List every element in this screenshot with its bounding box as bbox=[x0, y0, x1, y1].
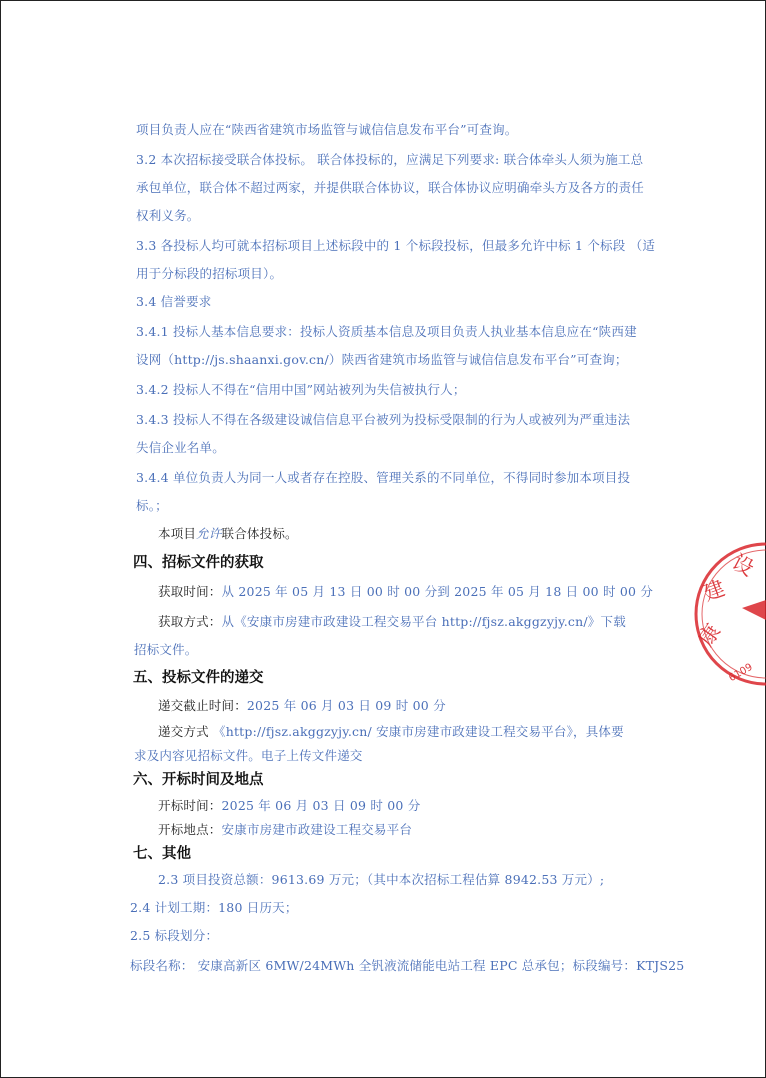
text-line: 项目负责人应在“陕西省建筑市场监管与诚信信息发布平台”可查询。 bbox=[136, 122, 518, 137]
acquisition-time-label: 获取时间： bbox=[158, 584, 222, 599]
text-line: 3.2 本次招标接受联合体投标。 联合体投标的，应满足下列要求: 联合体牵头人须为施工总 bbox=[136, 152, 644, 167]
opening-place-value: 安康市房建市政建设工程交易平台 bbox=[221, 822, 413, 837]
consortium-prefix: 本项目 bbox=[158, 526, 197, 541]
section-heading-5: 五、投标文件的递交 bbox=[133, 670, 264, 686]
acquisition-method-value: 从《安康市房建市政建设工程交易平台 http://fjsz.akggzyjy.cn/》下载 bbox=[221, 614, 626, 629]
section-heading-4: 四、招标文件的获取 bbox=[133, 555, 264, 571]
consortium-statement bbox=[158, 524, 298, 542]
seal-graphic bbox=[690, 538, 766, 690]
opening-time-label: 开标时间： bbox=[158, 798, 222, 813]
text-line: 用于分标段的招标项目）。 bbox=[136, 266, 283, 281]
official-seal bbox=[690, 538, 766, 690]
text-line: 失信企业名单。 bbox=[136, 440, 225, 455]
opening-place bbox=[158, 820, 412, 838]
submission-method bbox=[158, 722, 624, 740]
section-heading-7: 七、其他 bbox=[133, 846, 191, 862]
opening-place-label: 开标地点： bbox=[158, 822, 222, 837]
opening-time bbox=[158, 796, 420, 814]
section-name: 标段名称： 安康高新区 6MW/24MWh 全钒液流储能电站工程 EPC 总承包；标段编号：KTJS25 bbox=[130, 958, 685, 973]
acquisition-time-value: 从 2025 年 05 月 13 日 00 时 00 分到 2025 年 05 月 18 日 00 时 00 分 bbox=[221, 584, 654, 599]
text-line: 标。； bbox=[136, 498, 168, 513]
acquisition-time bbox=[158, 582, 653, 600]
submission-method-value: 《http://fjsz.akggzyjy.cn/ 安康市房建市政建设工程交易平台》，具体要 bbox=[213, 724, 624, 739]
text-line: 3.4.1 投标人基本信息要求：投标人资质基本信息及项目负责人执业基本信息应在“陕西建 bbox=[136, 324, 637, 339]
submission-deadline-label: 递交截止时间： bbox=[158, 698, 247, 713]
submission-deadline-value: 2025 年 06 月 03 日 09 时 00 分 bbox=[246, 698, 446, 713]
text-line: 3.4.4 单位负责人为同一人或者存在控股、管理关系的不同单位，不得同时参加本项目投 bbox=[136, 470, 631, 485]
seal-char: 设 bbox=[728, 549, 758, 581]
consortium-value: 允许 bbox=[196, 526, 222, 541]
seal-star bbox=[742, 600, 766, 620]
submission-method-label: 递交方式 bbox=[158, 724, 209, 739]
acquisition-method bbox=[158, 612, 626, 630]
text-line: 3.4.3 投标人不得在各级建设诚信信息平台被列为投标受限制的行为人或被列为严重违法 bbox=[136, 412, 631, 427]
text-line: 3.4 信誉要求 bbox=[136, 294, 212, 309]
text-line: 3.3 各投标人均可就本招标项目上述标段中的 1 个标段投标，但最多允许中标 1 个标段 （适 bbox=[136, 238, 656, 253]
seal-number: 6109 bbox=[727, 661, 755, 685]
acquisition-method-label: 获取方式： bbox=[158, 614, 222, 629]
planned-duration: 2.4 计划工期：180 日历天； bbox=[130, 900, 298, 915]
submission-deadline bbox=[158, 696, 446, 714]
seal-char: 康 bbox=[693, 619, 726, 651]
opening-time-value: 2025 年 06 月 03 日 09 时 00 分 bbox=[221, 798, 421, 813]
acquisition-method-cont: 招标文件。 bbox=[134, 642, 198, 657]
text-line: 3.4.2 投标人不得在“信用中国”网站被列为失信被执行人； bbox=[136, 382, 466, 397]
investment-total: 2.3 项目投资总额：9613.69 万元；（其中本次招标工程估算 8942.53 万元）; bbox=[158, 872, 605, 887]
text-line: 权利义务。 bbox=[136, 208, 200, 223]
section-heading-6: 六、开标时间及地点 bbox=[133, 772, 264, 788]
text-line: 承包单位，联合体不超过两家，并提供联合体协议，联合体协议应明确牵头方及各方的责任 bbox=[136, 180, 645, 195]
submission-method-cont: 求及内容见招标文件。电子上传文件递交 bbox=[134, 748, 363, 763]
section-division: 2.5 标段划分： bbox=[130, 928, 219, 943]
text-line: 设网（http://js.shaanxi.gov.cn/）陕西省建筑市场监管与诚信信息发布平台”可查询； bbox=[136, 352, 628, 367]
seal-char: 建 bbox=[700, 576, 729, 606]
consortium-suffix: 联合体投标。 bbox=[221, 526, 298, 541]
